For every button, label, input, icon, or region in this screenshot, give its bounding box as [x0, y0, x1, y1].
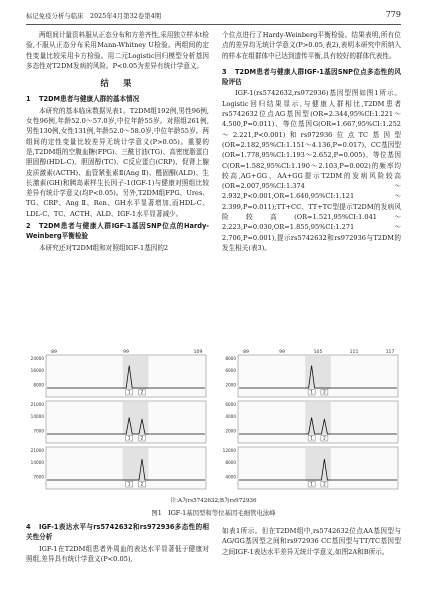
allele-label: 1 [310, 481, 313, 487]
methods-paragraph: 两组间计量资料服从正态分布和方差齐性,采用独立样本t检验,不服从正态分布采用Mann-Whitney U检验。两组间的定性变量比较采用卡方检验。用二元Logistic回归模型分析基因多态性对T2DM发病的风险。P<0.05为差异有统计学意义。 [26, 31, 209, 70]
y-axis-label: 7000 [33, 474, 44, 480]
figure2-paragraph: 如表1所示。但在T2DM组中,rs5742632位点AA基因型与AG/GG基因型之间和rs972936 CC基因型与TT/TC基因型之间IGF-1表达水平差异无统计学意义,如图2A和B所示。 [222, 527, 401, 556]
axis-tick-label: 89 [51, 350, 57, 355]
axis-tick-label: 111 [349, 350, 359, 355]
axis-tick-label: 89 [243, 350, 249, 355]
subsection-3-text: IGF-1(rs5742632,rs972936)基因型图如图1所示。Logistic回归结果显示,与健康人群相比,T2DM患者rs5742632位点AG基因型(OR=2.344,95%CI:1.221～4.500,P=0.011)、等位基因G(OR=1.667,95%CI:1.252～2.221,P<0.001)和rs972936位点TC基因型(OR=2.182,95%CI:1.151～4.136,P=0.017)、CC基因型(OR=1.778,95%CI:1.193～2.652,P=0.005)、等位基因C(OR=1.582,95%CI:1.190～2.103,P=0.002)的频率均较高,AG+GG、AA+GG提示T2DM的发病风险较高(OR=2.007,95%CI:1.374～2.932,P<0.001,OR=1.640,95%CI:1.121～2.399,P=0.011);TT+CC、TT+TC型提示T2DM的发病风险较高(OR=1.521,95%CI:1.041～2.223,P=0.030,OR=1.855,95%CI:1.271～2.706,P=0.001),提示rs5742632和rs972936与T2DM的发生相关(表3)。 [222, 89, 401, 252]
subsection-title: T2DM患者与健康人群的基本情况 [39, 95, 140, 104]
subsection-1-text: 本研究的基本临床数据见表1。T2DM组192例,男性96例,女性96例,年龄52.0～57.0岁,中位年龄55岁。对照组261例,男性130例,女性131例,年龄52.0～58.0岁,中位年龄55岁。两组间的定性变量比较差异无统计学意义(P>0.05)。重要的是,T2DM组的空腹血糖(FPG)、三酰甘油(TG)、高密度脂蛋白胆固醇(HDL-C)、胆固醇(TC)、C反应蛋白(CRP)、促肾上腺皮质激素(ACTH)、血管紧张素Ⅱ(Ang Ⅱ)、醛固酮(ALD)、生长激素(GH)和胰岛素样生长因子-1(IGF-1)与健康对照组比较差异有统计学意义(均P<0.05)。另外,T2DM组FPG、Ures、TG、CRP、Ang Ⅱ、Ren、GH水平显著增加,而HDL-C、LDL-C、TC、ACTH、ALD、IGF-1水平显著减少。 [26, 106, 209, 218]
allele-label: 1 [127, 389, 131, 395]
y-axis-label: 8000 [225, 356, 236, 361]
subsection-number: 3 [222, 67, 227, 76]
allele-label: 1 [310, 435, 313, 441]
y-axis-label: 6000 [225, 367, 236, 373]
allele-label: 2 [323, 481, 326, 487]
electropherogram-figure [26, 345, 401, 495]
subsection-2-heading [26, 221, 209, 242]
axis-tick-label: 105 [313, 350, 323, 355]
allele-label: 2 [323, 435, 326, 441]
subsection-3-heading [222, 67, 401, 88]
subsection-title: T2DM患者与健康人群IGF-1基因SNP位点的Hardy-Weinberg平衡检验 [26, 222, 209, 241]
subsection-1-heading [26, 94, 209, 104]
y-axis-label: 24000 [30, 356, 44, 361]
y-axis-label: 21000 [30, 402, 44, 407]
subsection-4-text: IGF-1在T2DM组患者外周血的表达水平显著低于健康对照组,差异具有统计学意义(P<0.05), [26, 544, 209, 563]
hwe-paragraph: 个位点进行了Hardy-Weinberg平衡检验。结果表明,所有位点的差异均无统计学意义(P>0.05,表2),表明本研究中所纳入的样本在组群体中已达到遗传平衡,具有较好的群体代表性。 [222, 31, 401, 60]
y-axis-label: 12000 [222, 448, 236, 453]
journal-title: 标记免疫分析与临床 2025年4月第32卷第4期 [26, 13, 162, 20]
axis-tick-label: 99 [123, 350, 129, 355]
figure-note: 注:A为rs5742632;B为rs972936 [170, 498, 257, 504]
allele-label: 1 [127, 481, 131, 487]
allele-label: 1 [127, 435, 131, 441]
y-axis-label: 8000 [33, 382, 44, 388]
subsection-number: 2 [26, 222, 31, 231]
subsection-title: T2DM患者与健康人群IGF-1基因SNP位点多态性的风险评估 [222, 67, 401, 87]
allele-label: 2 [323, 389, 326, 395]
y-axis-label: 8000 [225, 459, 236, 465]
subsection-2-text: 本研究还对T2DM组和对照组IGF-1基因的2 [39, 243, 169, 252]
y-axis-label: 14000 [30, 459, 44, 465]
axis-tick-label: 109 [193, 350, 203, 355]
left-column-top [26, 30, 209, 253]
y-axis-label: 4000 [225, 474, 236, 480]
y-axis-label: 14000 [30, 413, 44, 419]
allele-label: 2 [140, 389, 144, 395]
figure-caption: 图1 IGF-1基因型和等位基因毛细管电泳峰 [151, 509, 276, 517]
y-axis-label: 21000 [30, 448, 44, 453]
axis-tick-label: 99 [279, 350, 285, 355]
y-axis-label: 4000 [225, 413, 236, 419]
axis-tick-label: 117 [385, 350, 395, 355]
subsection-number: 1 [26, 95, 31, 104]
y-axis-label: 2000 [225, 428, 236, 434]
right-column-bottom [222, 526, 401, 557]
y-axis-label: 16000 [30, 367, 44, 373]
allele-label: 2 [140, 435, 144, 441]
subsection-number: 4 [26, 523, 31, 531]
y-axis-label: 7000 [33, 428, 44, 434]
running-header [26, 10, 401, 25]
y-axis-label: 2000 [225, 382, 236, 388]
subsection-4-heading [26, 522, 209, 543]
y-axis-label: 6000 [225, 402, 236, 407]
page-number: 779 [385, 10, 401, 19]
figure-1 [26, 345, 401, 505]
left-column-bottom [26, 520, 209, 564]
results-heading: 结 果 [100, 78, 135, 89]
allele-label: 1 [310, 389, 313, 395]
allele-label: 2 [140, 481, 144, 487]
right-column-top [222, 30, 401, 253]
subsection-title: IGF-1表达水平与rs5742632和rs972936多态性的相关性分析 [26, 523, 209, 542]
